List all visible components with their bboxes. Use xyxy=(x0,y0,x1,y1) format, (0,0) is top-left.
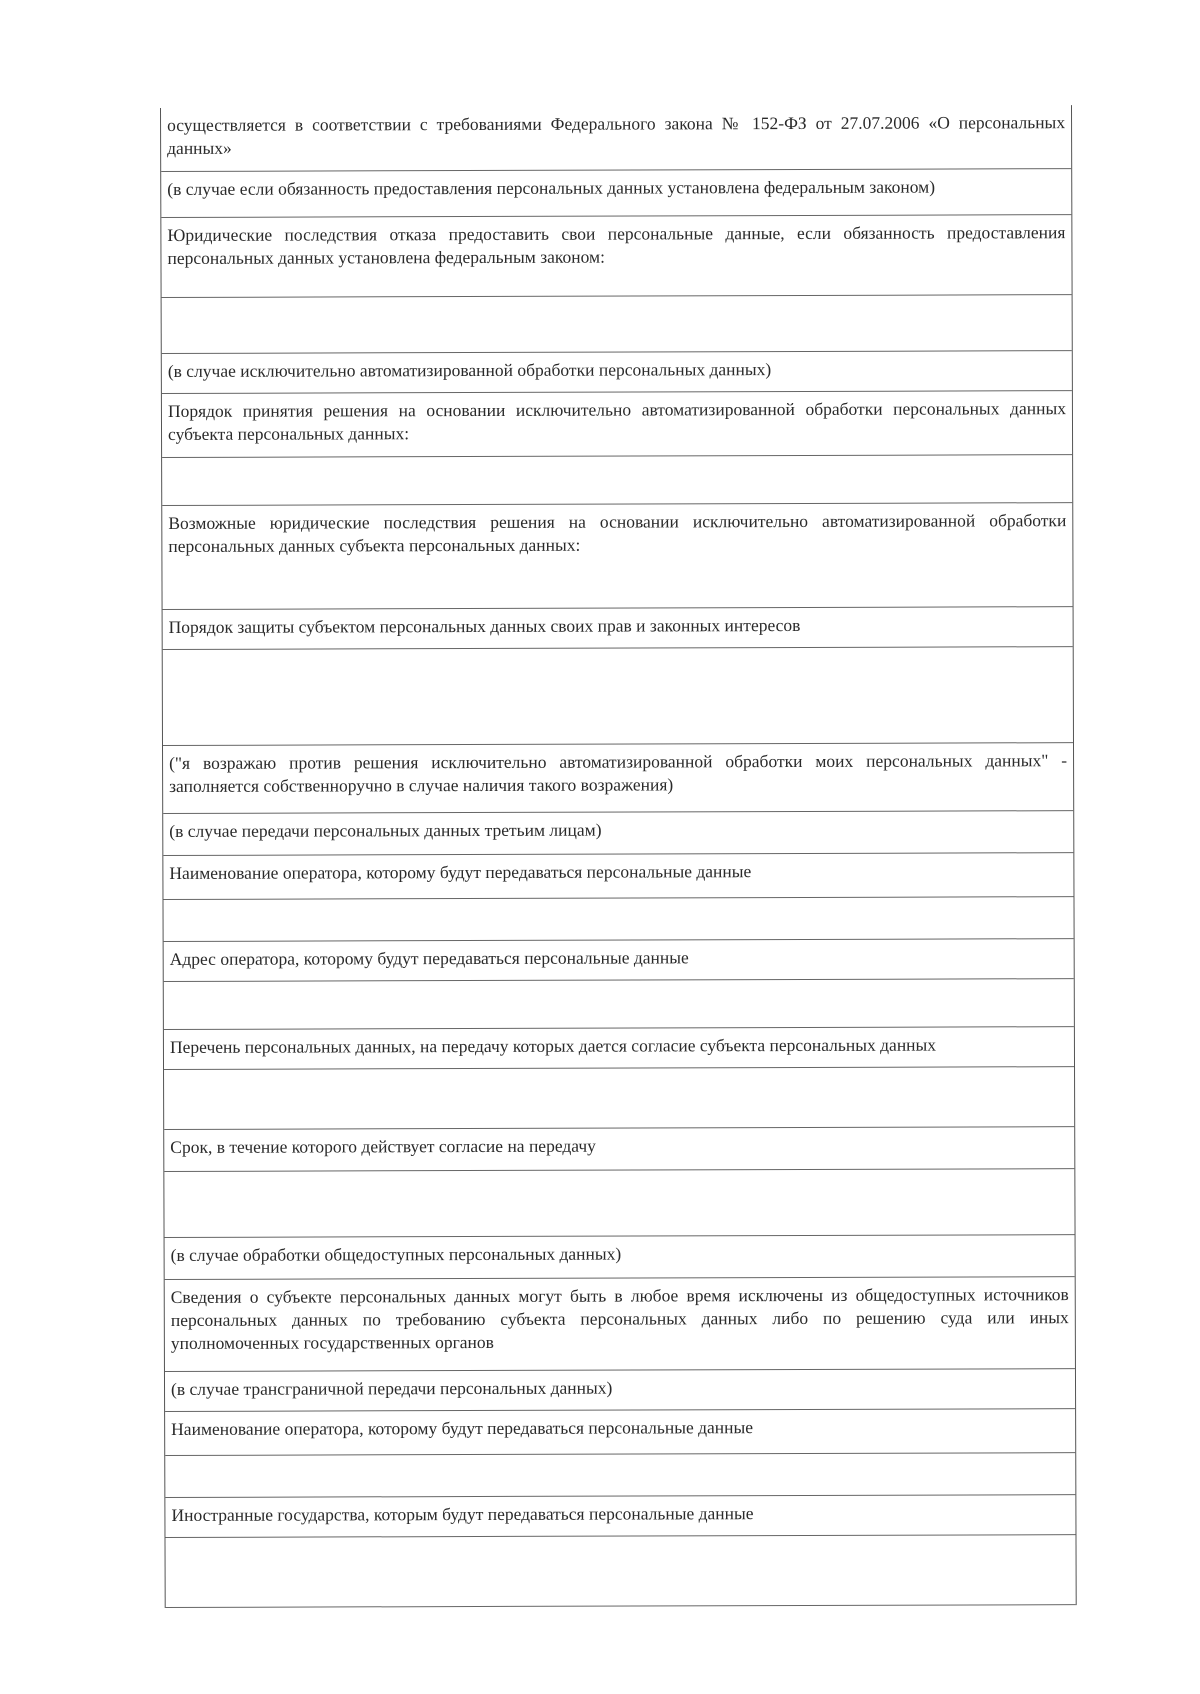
form-row-text: Срок, в течение которого действует согласие на передачу xyxy=(170,1135,596,1157)
form-row xyxy=(163,743,1073,814)
form-row xyxy=(165,1495,1075,1538)
blank-entry-field[interactable] xyxy=(163,647,1073,746)
form-row xyxy=(164,939,1074,982)
form-row-text: Наименование оператора, которому будут передаваться персональные данные xyxy=(169,861,752,883)
blank-entry-field[interactable] xyxy=(162,455,1072,506)
blank-entry-field[interactable] xyxy=(162,295,1072,354)
form-row-text: Порядок защиты субъектом персональных данных своих прав и законных интересов xyxy=(168,614,801,637)
form-row-text: ("я возражаю против решения исключительно автоматизированной обработки моих персональных данных" - заполняется собственноручно в случае наличия такого возражения) xyxy=(169,750,1068,796)
form-row xyxy=(161,215,1071,298)
form-row-text: Перечень персональных данных, на передачу которых дается согласие субъекта персональных данных xyxy=(169,1034,937,1057)
form-row-text: (в случае если обязанность предоставления персональных данных установлена федеральным законом) xyxy=(167,176,936,199)
form-row xyxy=(162,351,1072,394)
form-row xyxy=(163,853,1073,900)
form-row xyxy=(165,1277,1075,1372)
form-row xyxy=(162,503,1072,610)
form-row xyxy=(161,105,1071,172)
blank-entry-field[interactable] xyxy=(164,1067,1074,1130)
form-row-text: Наименование оператора, которому будут передаваться персональные данные xyxy=(171,1417,754,1439)
form-row xyxy=(163,607,1073,650)
form-row-text: (в случае трансграничной передачи персональных данных) xyxy=(170,1377,613,1399)
form-row-text: Возможные юридические последствия решения на основании исключительно автоматизированной обработки персональных данных субъекта персональных данных: xyxy=(168,510,1067,556)
form-row-text: (в случае передачи персональных данных третьим лицам) xyxy=(169,819,602,841)
blank-entry-field[interactable] xyxy=(165,1535,1075,1608)
blank-entry-field[interactable] xyxy=(165,1453,1075,1498)
form-row xyxy=(165,1409,1075,1456)
form-row xyxy=(165,1235,1075,1280)
blank-entry-field[interactable] xyxy=(163,897,1073,942)
form-row-text: (в случае исключительно автоматизированной обработки персональных данных) xyxy=(167,359,772,381)
form-row xyxy=(163,811,1073,856)
consent-form-table xyxy=(160,105,1077,1608)
form-row-text: Порядок принятия решения на основании исключительно автоматизированной обработки персональных данных субъекта персональных данных: xyxy=(167,398,1066,444)
form-row-text: (в случае обработки общедоступных персональных данных) xyxy=(170,1243,622,1265)
form-row-text: Адрес оператора, которому будут передаваться персональные данные xyxy=(169,947,689,969)
form-row xyxy=(164,1027,1074,1070)
form-row-text: Иностранные государства, которым будут передаваться персональные данные xyxy=(171,1503,754,1525)
form-row xyxy=(164,1127,1074,1172)
blank-entry-field[interactable] xyxy=(164,979,1074,1030)
form-row xyxy=(161,169,1071,218)
form-row-text: осуществляется в соответствии с требованиями Федерального закона № 152-ФЗ от 27.07.2006 «О персональных данных» xyxy=(167,112,1066,158)
form-row-text: Сведения о субъекте персональных данных могут быть в любое время исключены из общедоступных источников персональных данных по требованию субъекта персональных данных либо по решению суда или иных уполномоченных государственных органов xyxy=(170,1284,1069,1353)
form-row-text: Юридические последствия отказа предоставить свои персональные данные, если обязанность предоставления персональных данных установлена федеральным законом: xyxy=(167,222,1066,268)
blank-entry-field[interactable] xyxy=(164,1169,1074,1238)
form-row xyxy=(165,1369,1075,1412)
form-row xyxy=(162,391,1072,458)
